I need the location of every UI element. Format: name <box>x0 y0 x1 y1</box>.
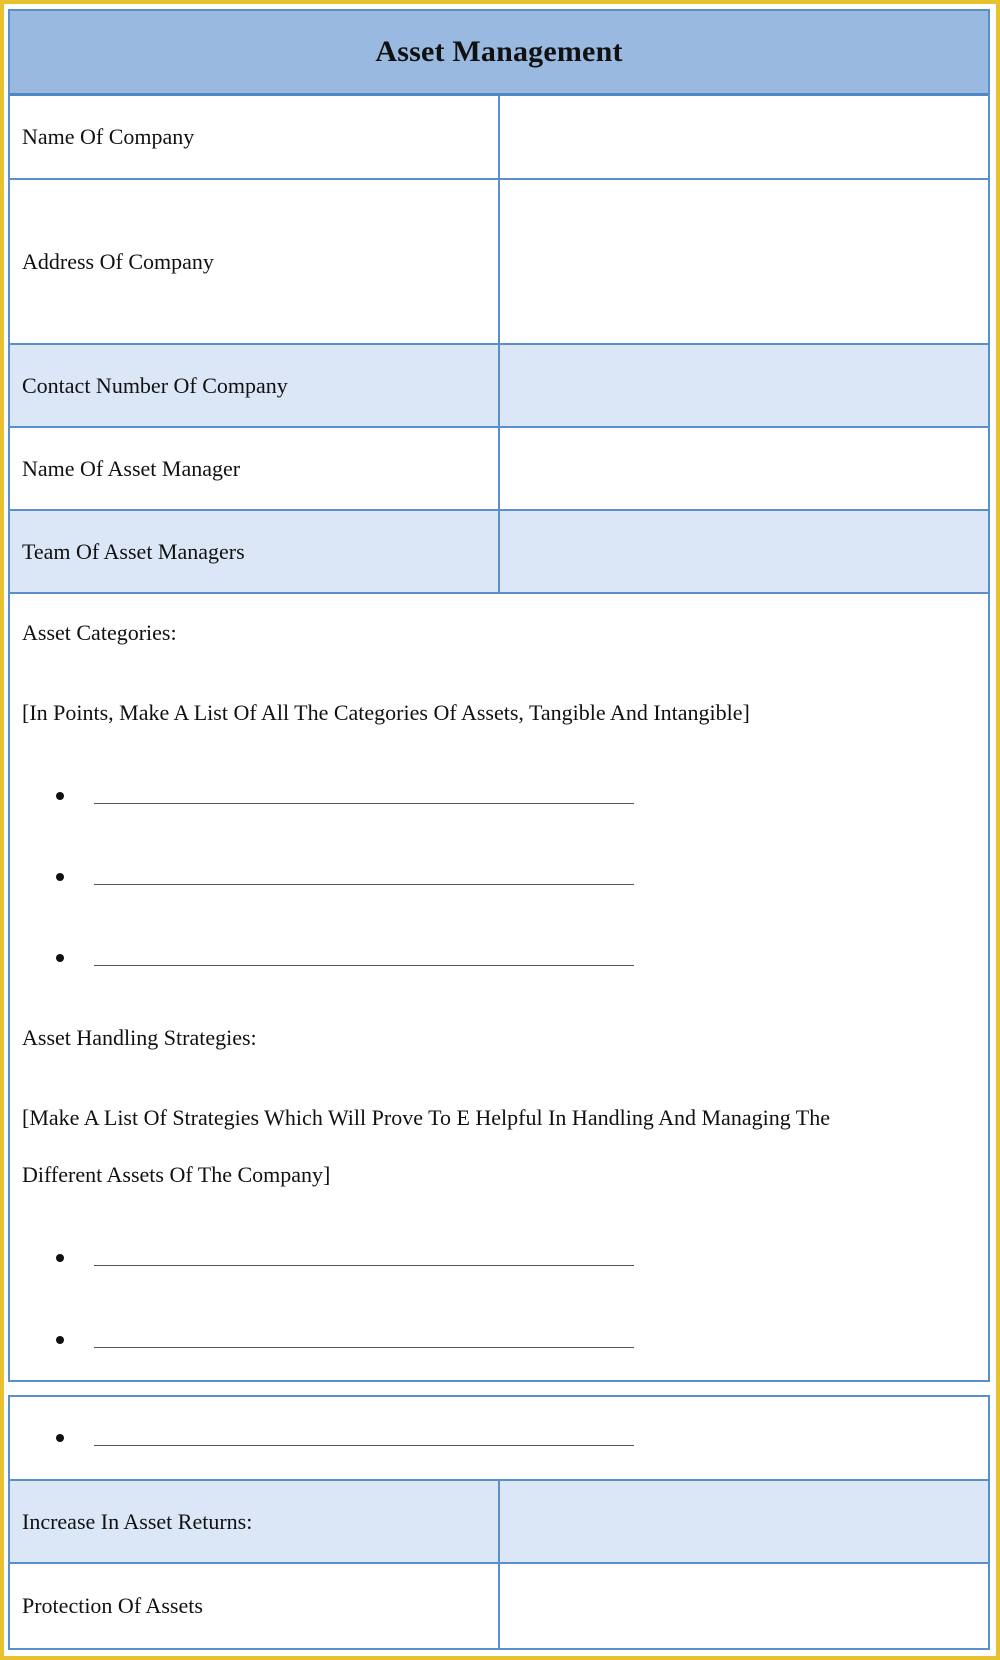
form-title: Asset Management <box>375 35 623 68</box>
form-header <box>10 11 988 96</box>
continued-list <box>10 1397 988 1479</box>
strategy-bullet-1 <box>10 1247 710 1277</box>
strategy-entry-line[interactable] <box>94 1347 634 1348</box>
category-entry-line[interactable] <box>94 884 634 885</box>
row-company-name <box>10 96 988 178</box>
asset-strategies-instruction-1: [Make A List Of Strategies Which Will Prove To E Helpful In Handling And Managing The <box>22 1105 830 1130</box>
asset-manager-label: Name Of Asset Manager <box>10 428 500 509</box>
bullet-icon <box>56 873 64 881</box>
category-entry-line[interactable] <box>94 803 634 804</box>
bullet-icon <box>56 1336 64 1344</box>
category-bullet-3 <box>10 947 710 977</box>
asset-categories-instruction: [In Points, Make A List Of All The Categories Of Assets, Tangible And Intangible] <box>22 700 750 725</box>
lists-section <box>10 592 988 1380</box>
strategy-entry-line[interactable] <box>94 1445 634 1446</box>
company-address-field[interactable] <box>500 180 988 343</box>
row-asset-manager <box>10 426 988 509</box>
row-company-address <box>10 178 988 343</box>
asset-protection-field[interactable] <box>500 1564 988 1648</box>
company-contact-label: Contact Number Of Company <box>10 345 500 426</box>
strategy-bullet-3 <box>10 1427 710 1457</box>
bullet-icon <box>56 1254 64 1262</box>
category-bullet-1 <box>10 785 710 815</box>
row-asset-returns <box>10 1479 988 1562</box>
strategy-entry-line[interactable] <box>94 1265 634 1266</box>
company-name-field[interactable] <box>500 96 988 178</box>
strategy-bullet-2 <box>10 1329 710 1359</box>
asset-strategies-instruction-2: Different Assets Of The Company] <box>22 1162 331 1187</box>
asset-form-top <box>8 9 990 1382</box>
asset-protection-label: Protection Of Assets <box>10 1564 500 1648</box>
bullet-icon <box>56 792 64 800</box>
company-contact-field[interactable] <box>500 345 988 426</box>
asset-categories-heading: Asset Categories: <box>22 620 177 645</box>
asset-manager-field[interactable] <box>500 428 988 509</box>
company-address-label: Address Of Company <box>10 180 500 343</box>
bullet-icon <box>56 954 64 962</box>
bullet-icon <box>56 1434 64 1442</box>
category-bullet-2 <box>10 866 710 896</box>
asset-returns-field[interactable] <box>500 1481 988 1562</box>
asset-team-field[interactable] <box>500 511 988 592</box>
row-asset-protection <box>10 1562 988 1648</box>
asset-form-bottom <box>8 1395 990 1650</box>
asset-strategies-heading: Asset Handling Strategies: <box>22 1025 257 1050</box>
category-entry-line[interactable] <box>94 965 634 966</box>
asset-returns-label: Increase In Asset Returns: <box>10 1481 500 1562</box>
row-company-contact <box>10 343 988 426</box>
row-asset-team <box>10 509 988 592</box>
asset-team-label: Team Of Asset Managers <box>10 511 500 592</box>
company-name-label: Name Of Company <box>10 96 500 178</box>
